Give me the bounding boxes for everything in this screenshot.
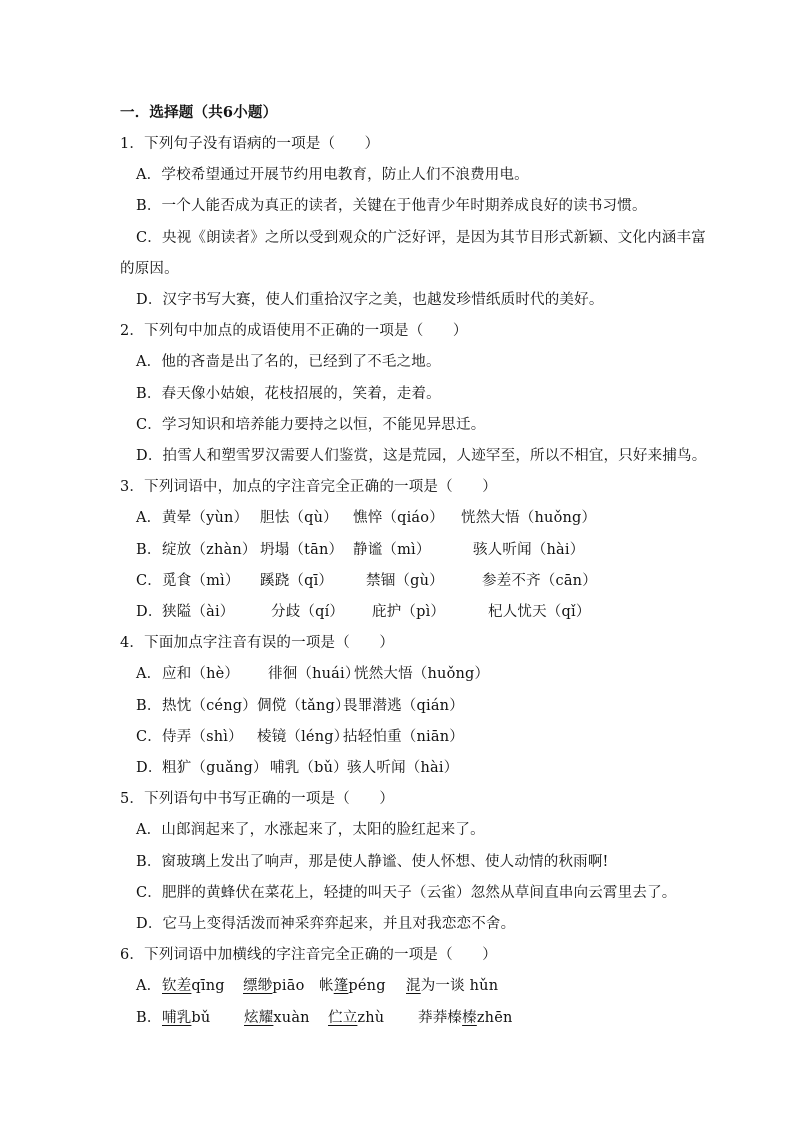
underlined-chars: 混 <box>406 978 421 994</box>
section-title: 一．选择题（共6小题） <box>120 104 278 121</box>
question-5-option-c: C．肥胖的黄蜂伏在菜花上，轻捷的叫天子（云雀）忽然从草间直串向云霄里去了。 <box>136 885 677 901</box>
word-item: 憔悴（qiáo） <box>353 510 444 526</box>
option-label: A． <box>136 510 162 526</box>
word-item: 参差不齐（cān） <box>482 573 597 589</box>
word-item: 绽放（zhàn） <box>162 542 257 558</box>
question-5-option-a: A．山郎润起来了，水涨起来了，太阳的脸红起来了。 <box>136 822 485 838</box>
underlined-chars: 哺乳 <box>162 1010 192 1026</box>
question-4-option-b <box>136 696 464 716</box>
word-item: 粗犷（guǎng） <box>162 760 268 776</box>
word-item: 杞人忧天（qǐ） <box>488 604 591 620</box>
word-item: 觅食（mì） <box>162 573 240 589</box>
underlined-chars: 钦差 <box>162 978 192 994</box>
question-6-stem: 6．下列词语中加横线的字注音完全正确的一项是（ ） <box>120 947 497 963</box>
word-item: 钦差qīng <box>162 978 225 994</box>
word-item: 恍然大悟（huǒng） <box>354 666 490 682</box>
word-item: 狭隘（ài） <box>162 604 235 620</box>
word-item: 炫耀xuàn <box>244 1010 310 1026</box>
option-label: D． <box>136 604 163 620</box>
word-item: 热忱（céng） <box>162 698 257 714</box>
question-4-stem: 4．下面加点字注音有误的一项是（ ） <box>120 635 395 651</box>
word-item: 棱镜（léng） <box>257 729 349 745</box>
word-item: 分歧（qí） <box>271 604 345 620</box>
underlined-chars: 篷 <box>333 978 349 994</box>
question-3-stem: 3．下列词语中，加点的字注音完全正确的一项是（ ） <box>120 479 497 495</box>
question-5-option-d: D．它马上变得活泼而神采弈弈起来，并且对我恋恋不舍。 <box>136 916 516 932</box>
question-4-option-a <box>136 664 489 684</box>
word-item: 缥缈piāo <box>243 978 305 994</box>
word-item: 混为一谈 hǔn <box>406 978 499 994</box>
question-2-option-b: B．春天像小姑娘，花枝招展的，笑着，走着。 <box>136 386 441 402</box>
word-item: 庇护（pì） <box>372 604 446 620</box>
word-item: 胆怯（qù） <box>260 510 338 526</box>
question-3-option-c <box>136 571 597 591</box>
word-item: 黄晕（yùn） <box>162 510 249 526</box>
question-6-option-a <box>136 976 498 996</box>
word-item: 哺乳bǔ <box>162 1010 211 1026</box>
option-label: C． <box>136 729 162 745</box>
question-2-option-a: A．他的吝啬是出了名的，已经到了不毛之地。 <box>136 354 441 370</box>
question-3-option-b <box>136 540 584 560</box>
word-item: 侍弄（shì） <box>162 729 243 745</box>
question-1-option-c-continued: 的原因。 <box>120 261 179 277</box>
question-1-stem: 1．下列句子没有语病的一项是（ ） <box>120 136 380 152</box>
question-4-option-d <box>136 758 458 778</box>
option-label: A． <box>136 666 162 682</box>
underlined-chars: 伫立 <box>328 1010 358 1026</box>
word-item: 倜傥（tǎng） <box>257 698 350 714</box>
question-3-option-a <box>136 508 596 528</box>
word-item: 静谧（mì） <box>353 542 431 558</box>
word-item: 恍然大悟（huǒng） <box>461 510 597 526</box>
question-2-option-d: D．拍雪人和塑雪罗汉需要人们鉴赏，这是荒园，人迹罕至，所以不相宜，只好来捕鸟。 <box>136 448 707 464</box>
word-item: 畏罪潜逃（qián） <box>343 698 464 714</box>
word-item: 骇人听闻（hài） <box>347 760 459 776</box>
word-item: 莽莽榛榛zhēn <box>418 1010 513 1026</box>
word-item: 伫立zhù <box>328 1010 385 1026</box>
question-1-option-b: B．一个人能否成为真正的读者，关键在于他青少年时期养成良好的读书习惯。 <box>136 198 647 214</box>
question-6-option-b <box>136 1008 513 1028</box>
word-item: 骇人听闻（hài） <box>473 542 585 558</box>
question-4-option-c <box>136 727 464 747</box>
option-label: D． <box>136 760 163 776</box>
question-1-option-d: D．汉字书写大赛，使人们重拾汉字之美，也越发珍惜纸质时代的美好。 <box>136 292 604 308</box>
question-2-stem: 2．下列句中加点的成语使用不正确的一项是（ ） <box>120 323 468 339</box>
word-item: 帐篷péng <box>319 978 386 994</box>
option-label: B． <box>136 542 162 558</box>
word-item: 徘徊（huái） <box>268 666 360 682</box>
option-label: B． <box>136 698 162 714</box>
word-item: 禁锢（gù） <box>366 573 444 589</box>
question-1-option-a: A．学校希望通过开展节约用电教育，防止人们不浪费用电。 <box>136 167 529 183</box>
underlined-chars: 缥缈 <box>243 978 273 994</box>
underlined-chars: 炫耀 <box>244 1010 274 1026</box>
word-item: 哺乳（bǔ） <box>270 760 348 776</box>
underlined-chars: 榛 <box>462 1010 477 1026</box>
word-item: 应和（hè） <box>162 666 240 682</box>
option-label: A． <box>136 978 162 994</box>
option-label: C． <box>136 573 162 589</box>
question-2-option-c: C．学习知识和培养能力要持之以恒，不能见异思迁。 <box>136 417 486 433</box>
option-label: B． <box>136 1010 162 1026</box>
question-1-option-c: C．央视《朗读者》之所以受到观众的广泛好评，是因为其节目形式新颖、文化内涵丰富 <box>136 230 706 246</box>
question-5-stem: 5．下列语句中书写正确的一项是（ ） <box>120 791 395 807</box>
question-3-option-d <box>136 602 591 622</box>
word-item: 蹊跷（qī） <box>260 573 334 589</box>
question-5-option-b: B．窗玻璃上发出了响声，那是使人静谧、使人怀想、使人动情的秋雨啊! <box>136 854 609 870</box>
word-item: 坍塌（tān） <box>260 542 344 558</box>
word-item: 拈轻怕重（niān） <box>343 729 464 745</box>
